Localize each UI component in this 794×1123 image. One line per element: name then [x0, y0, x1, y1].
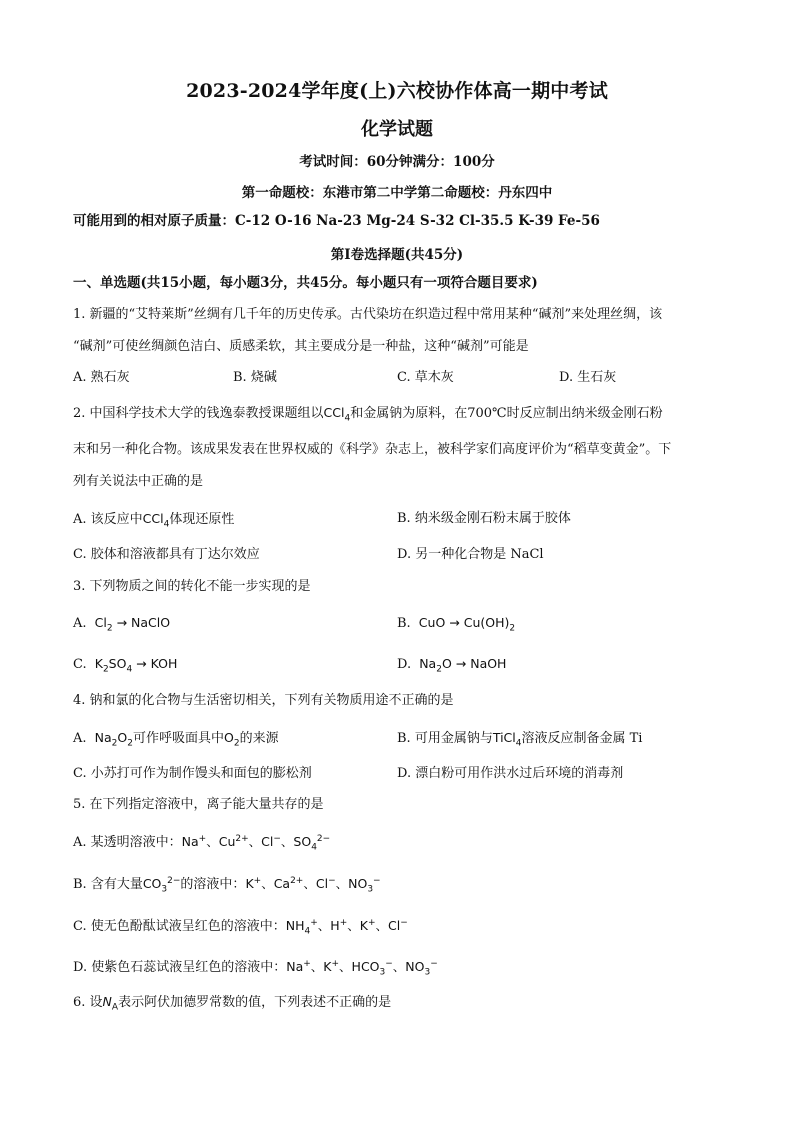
q3-option-d-formula: $Na_2O$ → NaOH — [415, 656, 507, 675]
q4-option-b-pre: B. 可用金属钠与 — [397, 731, 493, 746]
part-title: 一、单选题(共15小题，每小题3分，共45分。每小题只有一项符合题目要求) — [73, 275, 538, 291]
o2-formula: $O_2$ — [223, 730, 240, 749]
q4-option-c: C. 小苏打可作为制作馒头和面包的膨松剂 — [73, 766, 312, 781]
q5-stem: 5. 在下列指定溶液中，离子能大量共存的是 — [73, 797, 324, 812]
q2-option-b: B. 纳米级金刚石粉末属于胶体 — [397, 511, 571, 526]
q3-option-b-formula: CuO → $Cu(OH)_2$ — [414, 615, 516, 634]
q2-option-a-pre: A. 该反应中 — [73, 512, 143, 527]
q2-option-c: C. 胶体和溶液都具有丁达尔效应 — [73, 547, 260, 562]
q2-option-a-post: 体现还原性 — [169, 512, 235, 527]
exam-info: 考试时间：60分钟满分：100分 — [299, 154, 495, 170]
q5-option-c-ions: $NH_4^+$、H+、K+、Cl− — [285, 917, 408, 937]
co3-ion: $CO_3^{2-}$ — [142, 875, 181, 895]
q2-stem-line3: 列有关说法中正确的是 — [73, 474, 204, 489]
q5-option-b-pre: B. 含有大量 — [73, 877, 143, 892]
ticl4-formula: TiCl$_4$ — [492, 730, 522, 749]
q4-option-a — [73, 729, 279, 748]
q5-option-d-text: D. 使紫色石蕊试液呈红色的溶液中： — [73, 960, 287, 975]
q5-option-c-text: C. 使无色酚酞试液呈红色的溶液中： — [73, 919, 286, 934]
q5-option-b — [73, 875, 723, 894]
q5-option-b-ions: K+、$Ca^{2+}$、Cl−、$NO_3^-$ — [245, 875, 381, 895]
q5-option-c — [73, 917, 723, 936]
ccl4-formula: CCl$_4$ — [323, 405, 351, 424]
na2o2-formula: $Na_2O_2$ — [90, 730, 133, 749]
section-title: 第Ⅰ卷选择题(共45分) — [330, 247, 464, 263]
q4-option-b-post: 溶液反应制备金属 Ti — [521, 731, 643, 746]
q6-stem-post: 表示阿伏加德罗常数的值，下列表述不正确的是 — [118, 995, 392, 1010]
q2-option-a — [73, 510, 234, 529]
q1-option-a: A. 熟石灰 — [73, 370, 130, 385]
q2-stem-line1-pre: 2. 中国科学技术大学的钱逸泰教授课题组以 — [73, 406, 324, 421]
q4-option-a-post: 的来源 — [239, 731, 279, 746]
q5-option-a — [73, 833, 723, 852]
q6-stem — [73, 993, 723, 1012]
q6-stem-pre: 6. 设 — [73, 995, 103, 1010]
q3-option-c-formula: $K_2SO_4$ → KOH — [90, 656, 178, 675]
exam-schools: 第一命题校：东港市第二中学第二命题校：丹东四中 — [241, 185, 553, 201]
ccl4-formula: CCl$_4$ — [142, 511, 170, 530]
q3-option-a-label: A. — [73, 616, 87, 631]
q1-option-b: B. 烧碱 — [233, 370, 277, 385]
q3-option-d-label: D. — [397, 657, 412, 672]
q2-stem-line1-post: 和金属钠为原料，在700℃时反应制出纳米级金刚石粉 — [350, 406, 663, 421]
q1-stem-line2: “碱剂”可使丝绸颜色洁白、质感柔软，其主要成分是一种盐，这种“碱剂”可能是 — [73, 339, 529, 354]
q3-option-c-label: C. — [73, 657, 87, 672]
q3-option-c — [73, 655, 177, 674]
q2-stem-line2: 末和另一种化合物。该成果发表在世界权威的《科学》杂志上，被科学家们高度评价为“稻草变黄金”。下 — [73, 442, 672, 457]
q3-option-d — [397, 655, 506, 674]
atomic-masses: 可能用到的相对原子质量：C-12 O-16 Na-23 Mg-24 S-32 Cl-35.5 K-39 Fe-56 — [73, 213, 600, 229]
q4-option-b — [397, 729, 642, 748]
q2-stem-line1 — [73, 404, 723, 423]
q1-option-c: C. 草木灰 — [397, 370, 454, 385]
q4-option-d: D. 漂白粉可用作洪水过后环境的消毒剂 — [397, 766, 624, 781]
q3-option-a-formula: $Cl_2$ → NaClO — [90, 615, 171, 634]
q3-option-b-label: B. — [397, 616, 411, 631]
exam-title: 2023-2024学年度(上)六校协作体高一期中考试 — [186, 80, 608, 102]
q4-option-a-mid: 可作呼吸面具中 — [132, 731, 224, 746]
q5-option-a-text: A. 某透明溶液中： — [73, 835, 182, 850]
q3-option-b — [397, 614, 515, 633]
avogadro-symbol: $N_A$ — [102, 994, 119, 1013]
q3-option-a — [73, 614, 170, 633]
q3-stem: 3. 下列物质之间的转化不能一步实现的是 — [73, 579, 311, 594]
q4-option-a-label: A. — [73, 731, 87, 746]
q4-stem: 4. 钠和氯的化合物与生活密切相关，下列有关物质用途不正确的是 — [73, 693, 454, 708]
q5-option-b-post: 的溶液中： — [180, 877, 246, 892]
q5-option-a-ions: Na+、$Cu^{2+}$、Cl−、$SO_4^{2-}$ — [181, 833, 331, 853]
q5-option-d-ions: Na+、K+、$HCO_3^-$、$NO_3^-$ — [286, 958, 438, 978]
q1-option-d: D. 生石灰 — [559, 370, 617, 385]
exam-subject: 化学试题 — [361, 119, 433, 140]
q5-option-d — [73, 958, 723, 977]
q1-stem-line1: 1. 新疆的“艾特莱斯”丝绸有几千年的历史传承。古代染坊在织造过程中常用某种“碱剂”来处理丝绸，该 — [73, 307, 663, 322]
q2-option-d: D. 另一种化合物是 NaCl — [397, 547, 544, 562]
